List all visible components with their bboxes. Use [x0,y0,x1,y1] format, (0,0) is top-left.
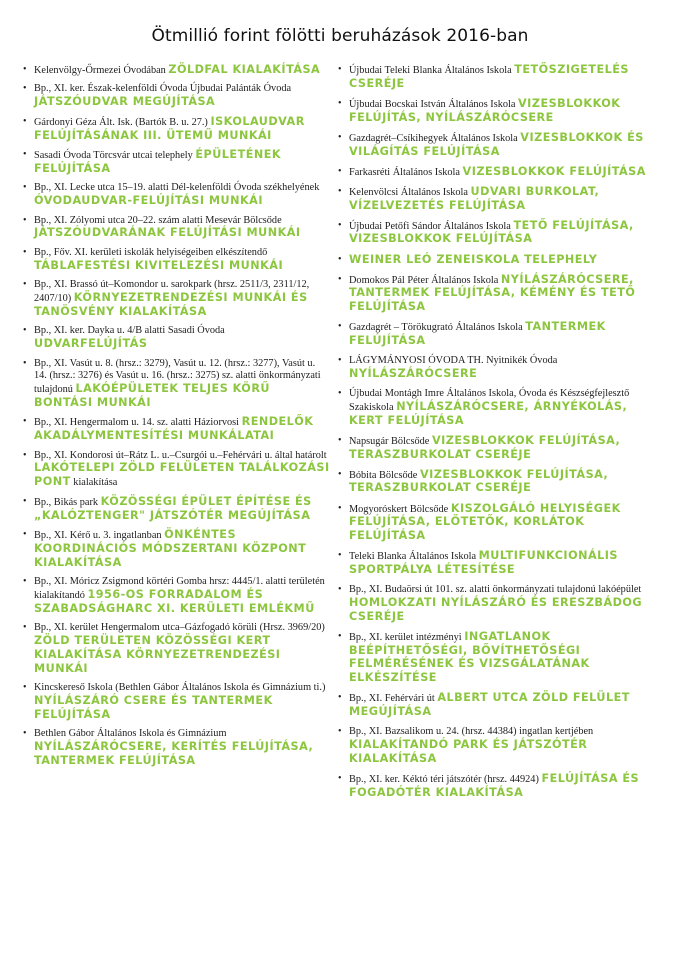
project-highlight: RENDELŐK AKADÁLYMENTESÍTÉSI MUNKÁLATAI [34,415,314,443]
project-location: Újbudai Montágh Imre Általános Iskola, Óvoda és Készségfejlesztő Szakiskola [349,388,630,413]
project-location: Bp., XI. kerület intézményi [349,631,465,643]
project-highlight: ISKOLAUDVAR FELÚJÍTÁSÁNAK III. ÜTEMŰ MUNKÁI [34,114,305,142]
project-item [23,358,330,411]
project-location: Farkasréti Általános Iskola [349,166,463,178]
project-item [338,550,658,578]
project-location: Gazdagrét–Csíkihegyek Általános Iskola [349,132,521,144]
project-highlight: LAKÓTELEPI ZÖLD FELÜLETEN TALÁLKOZÁSI PONT [34,461,330,489]
project-location: Bp., XI. Kérő u. 3. ingatlanban [34,530,165,542]
project-highlight: KÖRNYEZETRENDEZÉSI MUNKÁI ÉS TANÖSVÉNY KIALAKÍTÁSA [34,290,308,318]
project-item [338,321,658,349]
project-location: Bp., XI. ker. Észak-kelenföldi Óvoda Újbudai Palánták Óvoda [34,83,292,95]
project-highlight: KISZOLGÁLÓ HELYISÉGEK FELÚJÍTÁSA, ELŐTETŐK, KORLÁTOK FELÚJÍTÁSA [349,501,621,543]
project-item [338,503,658,544]
project-location: Bethlen Gábor Általános Iskola és Gimnázium [34,728,227,740]
project-item [338,220,658,248]
project-item [338,166,658,180]
project-item [23,529,330,570]
project-highlight: WEINER LEÓ ZENEISKOLA TELEPHELY [349,252,598,266]
project-location: Bp., XI. Hengermalom u. 14. sz. alatti Háziorvosi [34,417,242,429]
project-item [338,355,658,382]
project-location: Újbudai Bocskai István Általános Iskola [349,98,519,110]
project-item [23,325,330,352]
project-location: Bp., XI. Brassó út–Komondor u. sarokpark (hrsz. 2511/3, 2311/12, 2407/10) [34,279,310,304]
project-location: Sasadi Óvoda Törcsvár utcai telephely [34,150,196,162]
project-location: Bp., XI. Móricz Zsigmond körtéri Gomba hrsz: 4445/1. alatti területén kialakítandó [34,576,325,601]
project-highlight: KIALAKÍTANDÓ PARK ÉS JÁTSZÓTÉR KIALAKÍTÁSA [349,738,588,765]
project-item [338,274,658,315]
project-item [23,416,330,444]
project-highlight: ALBERT UTCA ZÖLD FELÜLET MEGÚJÍTÁSA [349,691,630,719]
project-location: Bp., Főv. XI. kerületi iskolák helyiségeiben elkészítendő [34,246,268,258]
project-item [338,726,658,766]
project-item [338,254,658,268]
project-item [338,631,658,686]
project-location: Kelenvölgy-Őrmezei Óvodában [34,65,169,76]
project-location: Teleki Blanka Általános Iskola [349,551,479,563]
project-location: Újbudai Teleki Blanka Általános Iskola [349,65,515,76]
project-item [23,450,330,490]
project-highlight: VIZESBLOKKOK FELÚJÍTÁS, NYÍLÁSZÁRÓCSERE [349,96,621,124]
project-item [23,682,330,722]
project-item [23,64,330,78]
project-item [23,83,330,110]
project-location: Bp., XI. Kondorosi út–Rátz L. u.–Csurgói u.–Fehérvári u. által határolt [34,449,327,461]
project-highlight: INGATLANOK BEÉPÍTHETŐSÉGI, BŐVÍTHETŐSÉGI FELMÉRÉSÉNEK ÉS VIZSGÁLATÁNAK ELKÉSZÍTÉSE [349,629,590,685]
project-highlight: VIZESBLOKKOK ÉS VILÁGÍTÁS FELÚJÍTÁSA [349,130,644,158]
project-item [338,64,658,92]
project-highlight: NYÍLÁSZÁRÓCSERE, KERÍTÉS FELÚJÍTÁSA, TANTERMEK FELÚJÍTÁSA [34,739,314,767]
project-highlight: JÁTSZÓUDVAR MEGÚJÍTÁSA [34,95,216,109]
project-item [23,622,330,676]
project-highlight: ÖNKÉNTES KOORDINÁCIÓS MÓDSZERTANI KÖZPONT KIALAKÍTÁSA [34,528,307,569]
project-item [23,279,330,319]
project-location: Újbudai Petőfi Sándor Általános Iskola [349,220,514,232]
project-item [338,132,658,160]
project-highlight: ÓVODAUDVAR-FELÚJÍTÁSI MUNKÁI [34,194,263,208]
project-highlight: 1956-OS FORRADALOM ÉS SZABADSÁGHARC XI. KERÜLETI EMLÉKMŰ [34,587,315,615]
project-location: Mogyoróskert Bölcsőde [349,503,451,515]
left-project-list [23,64,330,774]
project-item [23,149,330,177]
project-item [338,388,658,428]
project-highlight: ZÖLDFAL KIALAKÍTÁSA [168,63,321,76]
project-location: Bp., XI. Budaörsi út 101. sz. alatti önkormányzati tulajdonú lakóépület [349,584,642,596]
project-item [23,247,330,274]
project-location: Bp., XI. Vasút u. 8. (hrsz.: 3279), Vasút u. 12. (hrsz.: 3277), Vasút u. 14. (hrsz.: 3276) és Vasút u. 16. (hrsz.: 3275) sz. alatti önkormányzati tulajdonú [34,357,321,396]
project-highlight: NYÍLÁSZÁRÓCSERE [349,367,478,381]
project-item [338,773,658,801]
project-highlight: FELÚJÍTÁSA ÉS FOGADÓTÉR KIALAKÍTÁSA [349,771,640,799]
project-item [23,496,330,524]
project-location: Bp., XI. Zólyomi utca 20–22. szám alatti Mesevár Bölcsőde [34,214,282,226]
project-location: Kelenvölcsi Általános Iskola [349,186,471,198]
project-location: Bp., XI. Lecke utca 15–19. alatti Dél-kelenföldi Óvoda székhelyének [34,182,320,194]
project-highlight: MULTIFUNKCIONÁLIS SPORTPÁLYA LÉTESÍTÉSE [349,549,618,577]
project-highlight: KÖZÖSSÉGI ÉPÜLET ÉPÍTÉSE ÉS „KALÓZTENGER" JÁTSZÓTÉR MEGÚJÍTÁSA [34,494,312,522]
project-location: Bp., XI. kerület Hengermalom utca–Gázfogadó körüli (Hrsz. 3969/20) [34,622,325,634]
project-highlight: NYÍLÁSZÁRÓCSERE, TANTERMEK FELÚJÍTÁSA, KÉMÉNY ÉS TETŐ FELÚJÍTÁSA [349,272,636,314]
project-highlight: NYÍLÁSZÁRÓCSERE, ÁRNYÉKOLÁS, KERT FELÚJÍTÁSA [349,399,628,427]
project-highlight: VIZESBLOKKOK FELÚJÍTÁSA, TERASZBURKOLAT CSERÉJE [349,467,609,495]
project-item [23,116,330,144]
project-item [23,728,330,768]
project-location: Bp., XI. ker. Kéktó téri játszótér (hrsz. 44924) [349,773,542,785]
project-highlight: VIZESBLOKKOK FELÚJÍTÁSA [462,164,646,178]
project-location: Bp., Bikás park [34,496,101,508]
project-item [338,584,658,624]
project-highlight: NYÍLÁSZÁRÓ CSERE ÉS TANTERMEK FELÚJÍTÁSA [34,693,273,721]
project-item [338,98,658,126]
project-item [23,576,330,616]
right-project-list [338,64,658,807]
project-location: Napsugár Bölcsőde [349,435,432,447]
project-location: Gazdagrét – Törökugrató Általános Iskola [349,322,526,334]
project-highlight: TÁBLAFESTÉSI KIVITELEZÉSI MUNKÁI [34,258,284,272]
project-highlight: TETŐSZIGETELÉS CSERÉJE [349,63,629,90]
project-highlight: TETŐ FELÚJÍTÁSA, VIZESBLOKKOK FELÚJÍTÁSA [349,218,634,246]
project-highlight: LAKÓÉPÜLETEK TELJES KÖRŰ BONTÁSI MUNKÁI [34,382,271,409]
project-location: Bp., XI. ker. Dayka u. 4/B alatti Sasadi Óvoda [34,325,225,337]
project-location: LÁGYMÁNYOSI ÓVODA TH. Nyitnikék Óvoda [349,355,558,367]
project-highlight: UDVARI BURKOLAT, VÍZELVEZETÉS FELÚJÍTÁSA [349,184,600,212]
project-highlight: TANTERMEK FELÚJÍTÁSA [349,320,606,348]
project-item [338,186,658,214]
project-highlight: ZÖLD TERÜLETEN KÖZÖSSÉGI KERT KIALAKÍTÁSA KÖRNYEZETRENDEZÉSI MUNKÁI [34,634,281,675]
project-location: Bp., XI. Fehérvári út [349,693,438,705]
project-suffix: kialakítása [70,477,118,489]
project-location: Gárdonyi Géza Ált. Isk. (Bartók B. u. 27.) [34,116,211,128]
project-location: Bp., XI. Bazsalikom u. 24. (hrsz. 44384) ingatlan kertjében [349,726,594,738]
project-highlight: VIZESBLOKKOK FELÚJÍTÁSA, TERASZBURKOLAT CSERÉJE [349,433,621,461]
project-item [338,692,658,720]
page-title: Ötmillió forint fölötti beruházások 2016-ban [151,26,529,46]
project-location: Domokos Pál Péter Általános Iskola [349,274,501,286]
project-item [338,435,658,463]
project-highlight: ÉPÜLETÉNEK FELÚJÍTÁSA [34,148,282,175]
project-location: Kincskereső Iskola (Bethlen Gábor Általános Iskola és Gimnázium ti.) [34,682,326,694]
project-highlight: UDVARFELÚJÍTÁS [34,337,148,351]
project-item [338,469,658,497]
project-highlight: HOMLOKZATI NYÍLÁSZÁRÓ ÉS ERESZBÁDOG CSERÉJE [349,595,643,623]
project-highlight: JÁTSZÓUDVARÁNAK FELÚJÍTÁSI MUNKÁI [34,226,301,240]
project-item [23,182,330,209]
project-item [23,215,330,242]
project-location: Bóbita Bölcsőde [349,469,420,481]
